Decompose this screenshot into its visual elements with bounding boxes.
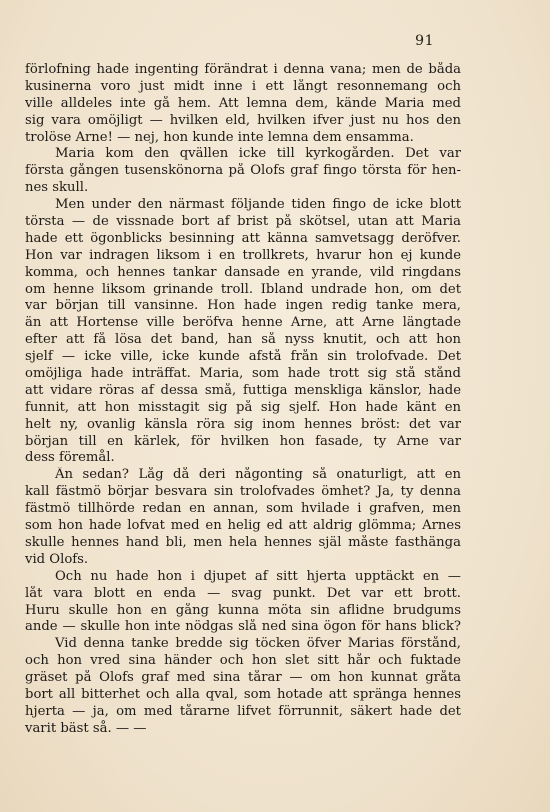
text-line: Hon var indragen liksom i en trollkrets, hvarur hon ej kunde — [25, 247, 461, 263]
text-line: som hon hade lofvat med en helig ed att aldrig glömma; Arnes — [25, 518, 461, 534]
text-line: första gången tusenskönorna på Olofs graf fingo törsta för hen- — [25, 163, 461, 179]
text-line: ande — skulle hon inte nödgas slå ned sina ögon för hans blick? — [25, 619, 461, 635]
text-line: kall fästmö börjar besvara sin trolofvades ömhet? Ja, ty denna — [25, 484, 461, 500]
text-line: helt ny, ovanlig känsla röra sig inom hennes bröst: det var — [25, 416, 461, 432]
text-line: hjerta — ja, om med tårarne lifvet förrunnit, säkert hade det — [25, 703, 461, 719]
text-line: skulle hennes hand bli, men hela hennes själ måste fasthänga — [25, 534, 461, 550]
text-line: Huru skulle hon en gång kunna möta sin aflidne brudgums — [25, 602, 461, 618]
text-line: att vidare röras af dessa små, futtiga menskliga känslor, hade — [25, 382, 461, 398]
text-line: var början till vansinne. Hon hade ingen redig tanke mera, — [25, 298, 461, 314]
text-line: sjelf — icke ville, icke kunde afstå från sin trolofvade. Det — [25, 349, 461, 365]
paragraph-start-line: Maria kom den qvällen icke till kyrkogården. Det var — [55, 146, 461, 162]
text-line: fästmö tillhörde redan en annan, som hvilade i grafven, men — [25, 501, 461, 517]
text-line: bort all bitterhet och alla qval, som hotade att spränga hennes — [25, 686, 461, 702]
text-line: funnit, att hon misstagit sig på sig sjelf. Hon hade känt en — [25, 399, 461, 415]
body-text — [25, 62, 461, 738]
text-line: efter att få lösa det band, han så nyss knutit, och att hon — [25, 332, 461, 348]
text-line: varit bäst så. — — — [25, 720, 147, 736]
text-line: och hon vred sina händer och hon slet sitt hår och fuktade — [25, 653, 461, 669]
text-line: vid Olofs. — [25, 551, 89, 567]
text-line: låt vara blott en enda — svag punkt. Det var ett brott. — [25, 585, 461, 601]
text-line: gräset på Olofs graf med sina tårar — om hon kunnat gråta — [25, 670, 461, 686]
text-line: törsta — de vissnade bort af brist på skötsel, utan att Maria — [25, 214, 461, 230]
text-line: kusinerna voro just midt inne i ett långt resonnemang och — [25, 78, 461, 94]
text-line: början till en kärlek, för hvilken hon fasade, ty Arne var — [25, 433, 461, 449]
text-line: förlofning hade ingenting förändrat i denna vana; men de båda — [25, 62, 461, 77]
text-line: komma, och hennes tankar dansade en yrande, vild ringdans — [25, 264, 461, 280]
text-line: dess föremål. — [25, 450, 115, 466]
paragraph-start-line: Vid denna tanke bredde sig töcken öfver Marias förstånd, — [55, 636, 461, 652]
paragraph-start-line: Än sedan? Låg då deri någonting så onaturligt, att en — [55, 467, 461, 483]
text-line: om henne liksom grinande troll. Ibland undrade hon, om det — [25, 281, 461, 297]
text-line: hade ett ögonblicks besinning att känna samvetsagg deröfver. — [25, 230, 461, 246]
paragraph-start-line: Och nu hade hon i djupet af sitt hjerta upptäckt en — — [55, 568, 461, 584]
text-line: sig vara omöjligt — hvilken eld, hvilken ifver just nu hos den — [25, 112, 461, 128]
page-number: 91 — [415, 33, 434, 49]
text-line: nes skull. — [25, 180, 89, 196]
text-line: än att Hortense ville beröfva henne Arne, att Arne längtade — [25, 315, 461, 331]
text-line: ville alldeles inte gå hem. Att lemna dem, kände Maria med — [25, 95, 461, 111]
text-line: trolöse Arne! — nej, hon kunde inte lemna dem ensamma. — [25, 129, 414, 145]
paragraph-start-line: Men under den närmast följande tiden fingo de icke blott — [55, 197, 461, 213]
text-line: omöjliga hade inträffat. Maria, som hade trott sig stå stånd — [25, 366, 461, 382]
